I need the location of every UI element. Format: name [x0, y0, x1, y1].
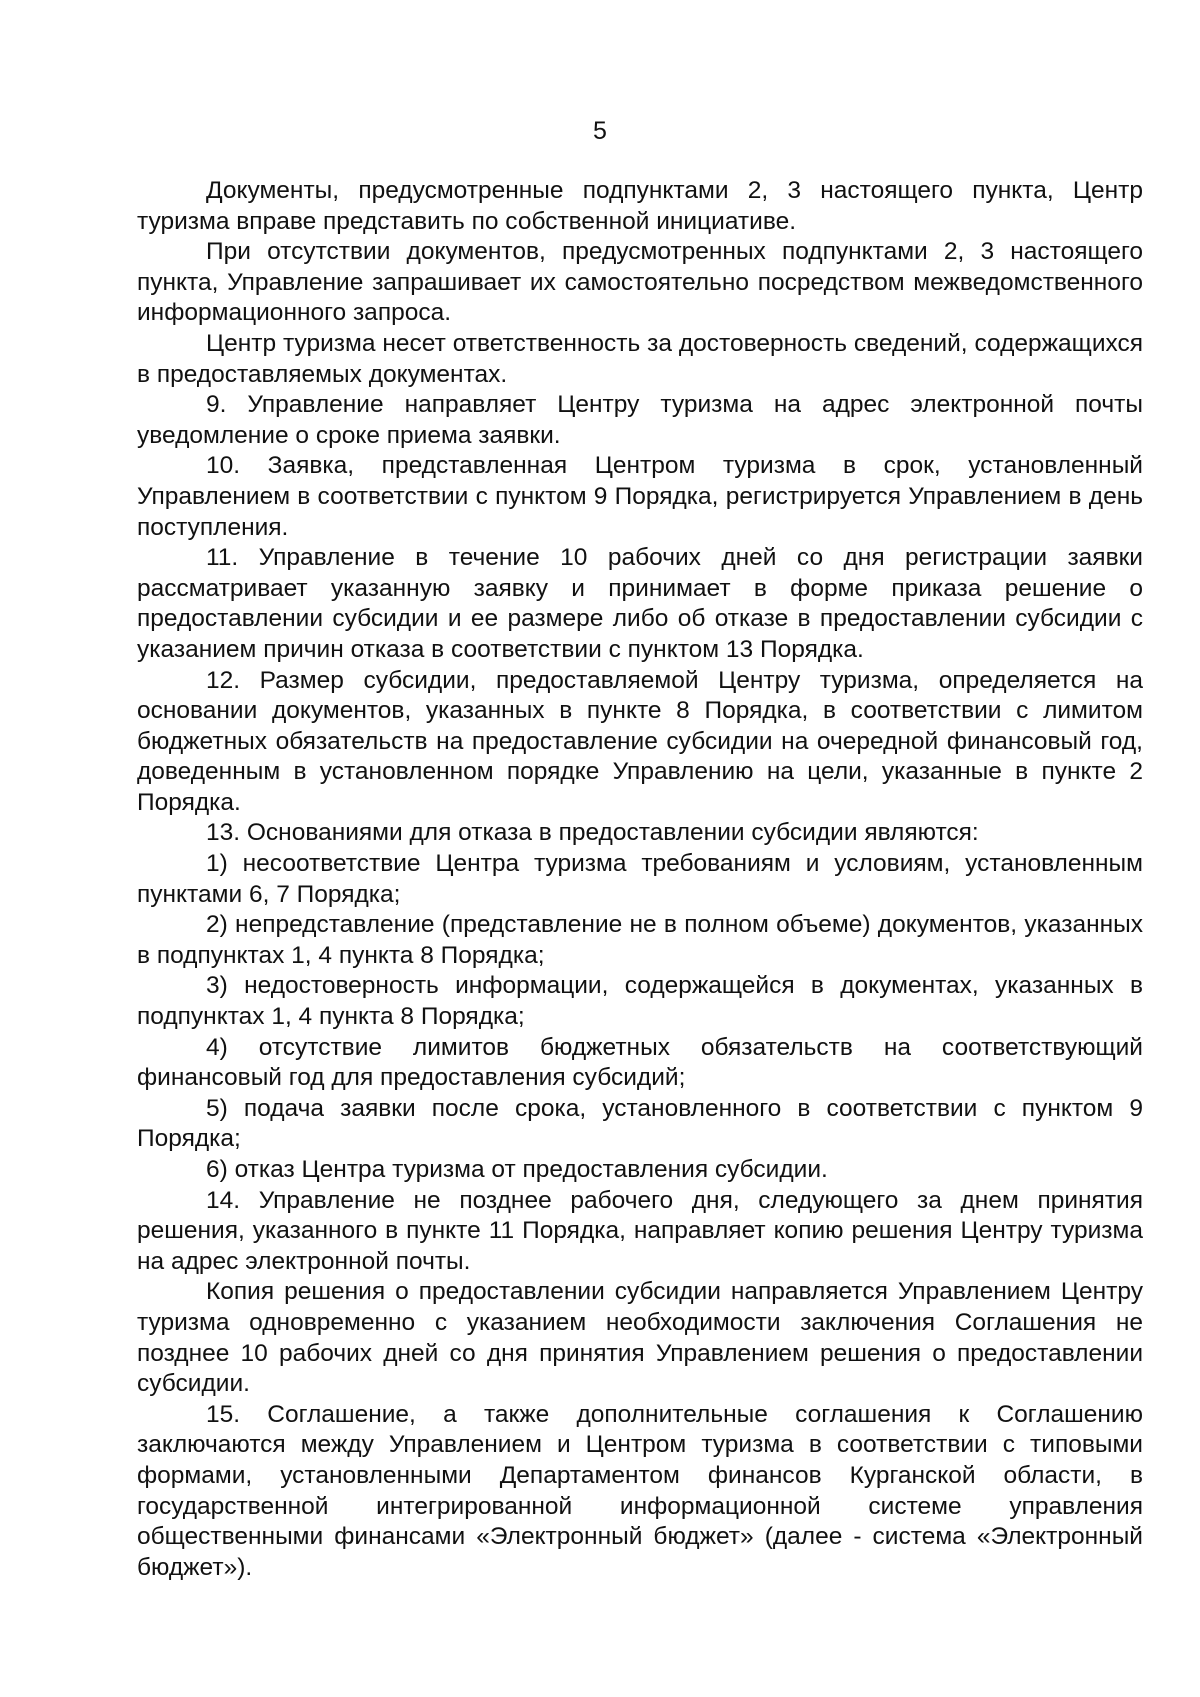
- paragraph-item-13: 13. Основаниями для отказа в предоставлении субсидии являются:: [206, 819, 979, 847]
- page-number: 5: [593, 117, 607, 145]
- paragraph-item-9: 9. Управление направляет Центру туризма на адрес электронной почты уведомление о сроке приема заявки.: [137, 391, 1143, 449]
- list-item-13-6: 6) отказ Центра туризма от предоставления субсидии.: [206, 1156, 828, 1183]
- paragraph-responsibility: Центр туризма несет ответственность за достоверность сведений, содержащихся в предоставляемых документах.: [137, 329, 1143, 388]
- list-item-13-1: 1) несоответствие Центра туризма требованиям и условиям, установленным пунктами 6, 7 Порядка;: [137, 850, 1143, 908]
- list-item-13-2: 2) непредставление (представление не в полном объеме) документов, указанных в подпунктах 1, 4 пункта 8 Порядка;: [137, 911, 1143, 969]
- paragraph-item-12: 12. Размер субсидии, предоставляемой Центру туризма, определяется на основании документов, указанных в пункте 8 Порядка, в соответствии с лимитом бюджетных обязательств на предоставление субсидии на очередной финансовый год, доведенным в установленном порядке Управлению на цели, указанные в пункте 2 Порядка.: [137, 666, 1143, 816]
- paragraph-item-14: 14. Управление не позднее рабочего дня, следующего за днем принятия решения, указанного в пункте 11 Порядка, направляет копию решения Центру туризма на адрес электронной почты.: [137, 1186, 1143, 1275]
- document-body: [137, 176, 1143, 1583]
- paragraph-item-15: 15. Соглашение, а также дополнительные соглашения к Соглашению заключаются между Управлением и Центром туризма в соответствии с типовыми формами, установленными Департаментом финансов Курганской области, в государственной интегрированной информационной системе управления общественными финансами «Электронный бюджет» (далее - система «Электронный бюджет»).: [137, 1400, 1143, 1581]
- paragraph-documents-initiative: Документы, предусмотренные подпунктами 2, 3 настоящего пункта, Центр туризма вправе представить по собственной инициативе.: [137, 177, 1143, 235]
- paragraph-item-10: 10. Заявка, представленная Центром туризма в срок, установленный Управлением в соответствии с пунктом 9 Порядка, регистрируется Управлением в день поступления.: [137, 452, 1143, 541]
- list-item-13-4: 4) отсутствие лимитов бюджетных обязательств на соответствующий финансовый год для предоставления субсидий;: [137, 1033, 1143, 1092]
- list-item-13-3: 3) недостоверность информации, содержащейся в документах, указанных в подпунктах 1, 4 пункта 8 Порядка;: [137, 972, 1143, 1031]
- paragraph-decision-copy: Копия решения о предоставлении субсидии направляется Управлением Центру туризма одновременно с указанием необходимости заключения Соглашения не позднее 10 рабочих дней со дня принятия Управлением решения о предоставлении субсидии.: [137, 1278, 1143, 1398]
- paragraph-absence-of-documents: При отсутствии документов, предусмотренных подпунктами 2, 3 настоящего пункта, Управление запрашивает их самостоятельно посредством межведомственного информационного запроса.: [137, 238, 1143, 327]
- list-item-13-5: 5) подача заявки после срока, установленного в соответствии с пунктом 9 Порядка;: [137, 1094, 1143, 1153]
- paragraph-item-11: 11. Управление в течение 10 рабочих дней со дня регистрации заявки рассматривает указанную заявку и принимает в форме приказа решение о предоставлении субсидии и ее размере либо об отказе в предоставлении субсидии с указанием причин отказа в соответствии с пунктом 13 Порядка.: [137, 544, 1143, 663]
